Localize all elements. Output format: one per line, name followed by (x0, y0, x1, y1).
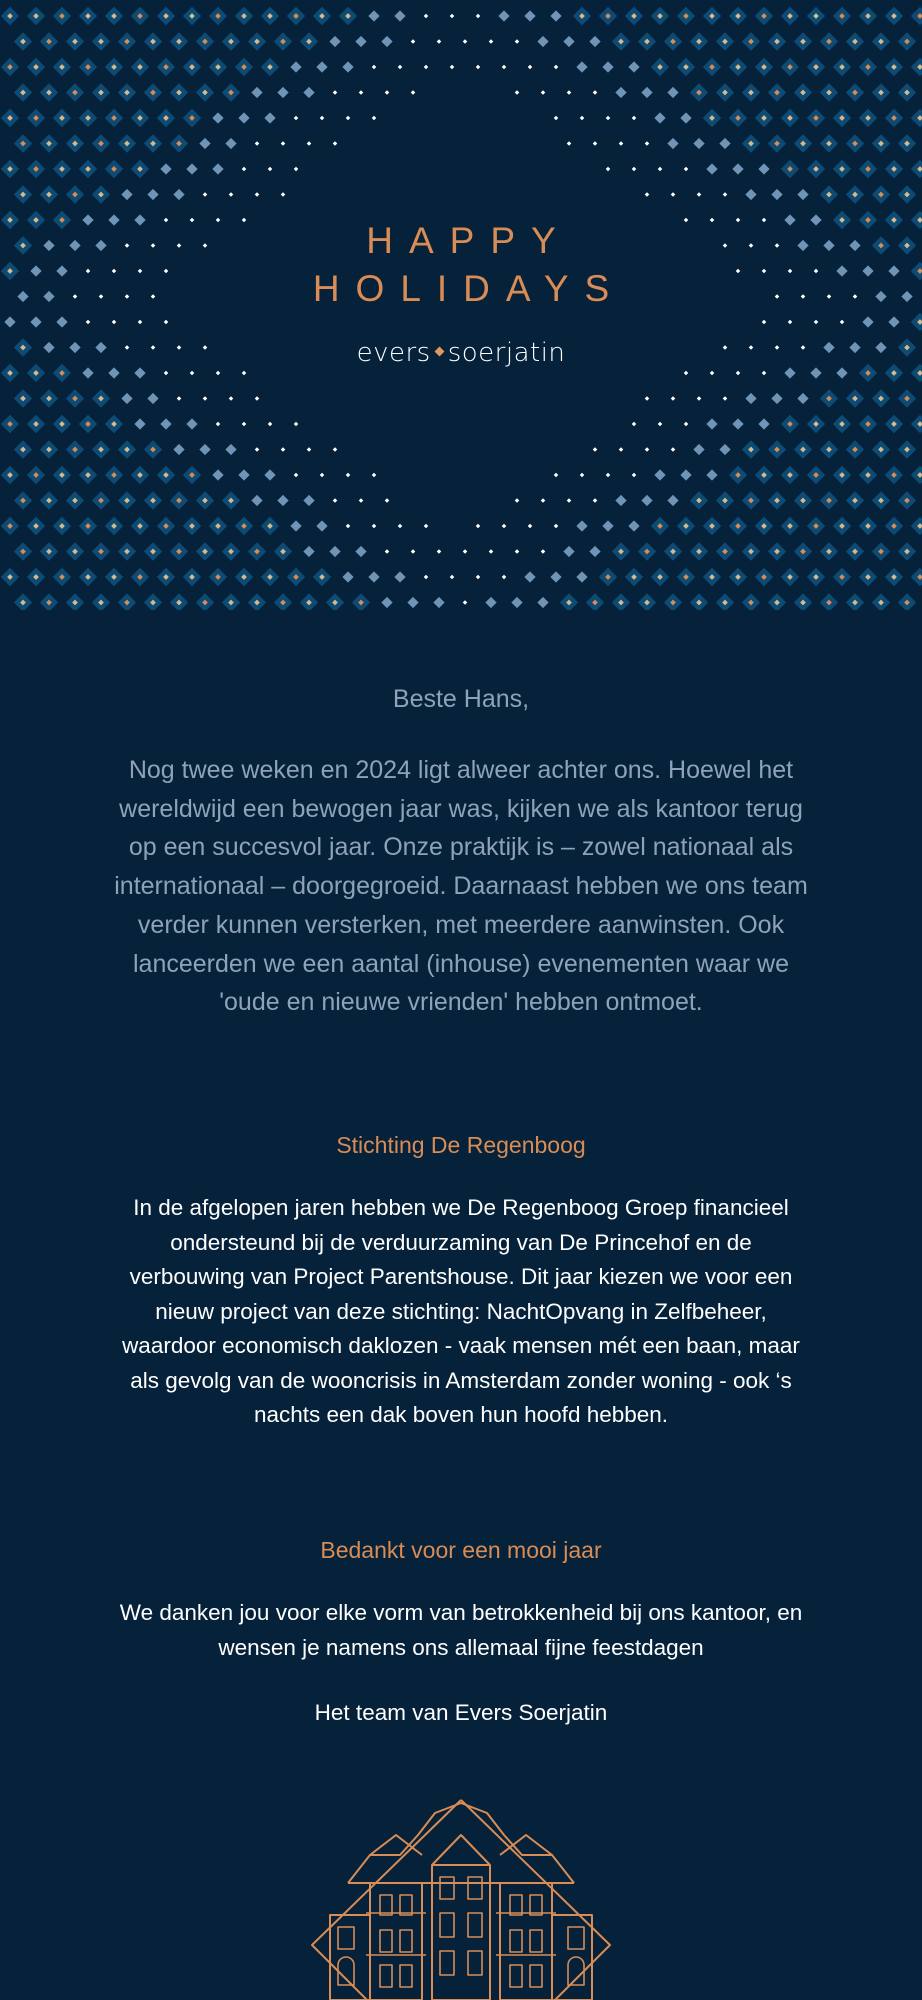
greeting: Beste Hans, (392, 685, 530, 713)
holiday-banner (0, 0, 922, 610)
brand-name-soerjatin: soerjatin (447, 338, 566, 368)
section-heading-regenboog: Stichting De Regenboog (336, 1132, 586, 1158)
signature: Het team van Evers Soerjatin (314, 1700, 608, 1725)
building-outline-icon (300, 1795, 622, 2000)
brand-name-evers: evers (356, 338, 431, 368)
banner-title-holidays: HOLIDAYS (312, 268, 626, 309)
brand-separator-icon (434, 347, 444, 357)
section-body-thanks: We danken jou voor elke vorm van betrokkenheid bij ons kantoor, en wensen je namens ons allemaal fijne feestdagen (119, 1600, 803, 1660)
brand-logo (0, 338, 922, 368)
section-heading-thanks: Bedankt voor een mooi jaar (320, 1537, 602, 1563)
section-body-regenboog: In de afgelopen jaren hebben we De Regenboog Groep financieel ondersteund bij de verduurzaming van De Princehof en de verbouwing van Project Parentshouse. Dit jaar kiezen we voor een nieuw project van deze stichting: NachtOpvang in Zelfbeheer, waardoor economisch daklozen - vaak mensen mét een baan, maar als gevolg van de wooncrisis in Amsterdam zonder woning - ook ‘s nachts een dak boven hun hoofd hebben. (122, 1195, 800, 1427)
banner-title-happy: HAPPY (366, 220, 572, 261)
intro-paragraph: Nog twee weken en 2024 ligt alweer achter ons. Hoewel het wereldwijd een bewogen jaar was, kijken we als kantoor terug op een succesvol jaar. Onze praktijk is – zowel nationaal als internationaal – doorgegroeid. Daarnaast hebben we ons team verder kunnen versterken, met meerdere aanwinsten. Ook lanceerden we een aantal (inhouse) evenementen waar we 'oude en nieuwe vrienden' hebben ontmoet. (114, 756, 808, 1017)
